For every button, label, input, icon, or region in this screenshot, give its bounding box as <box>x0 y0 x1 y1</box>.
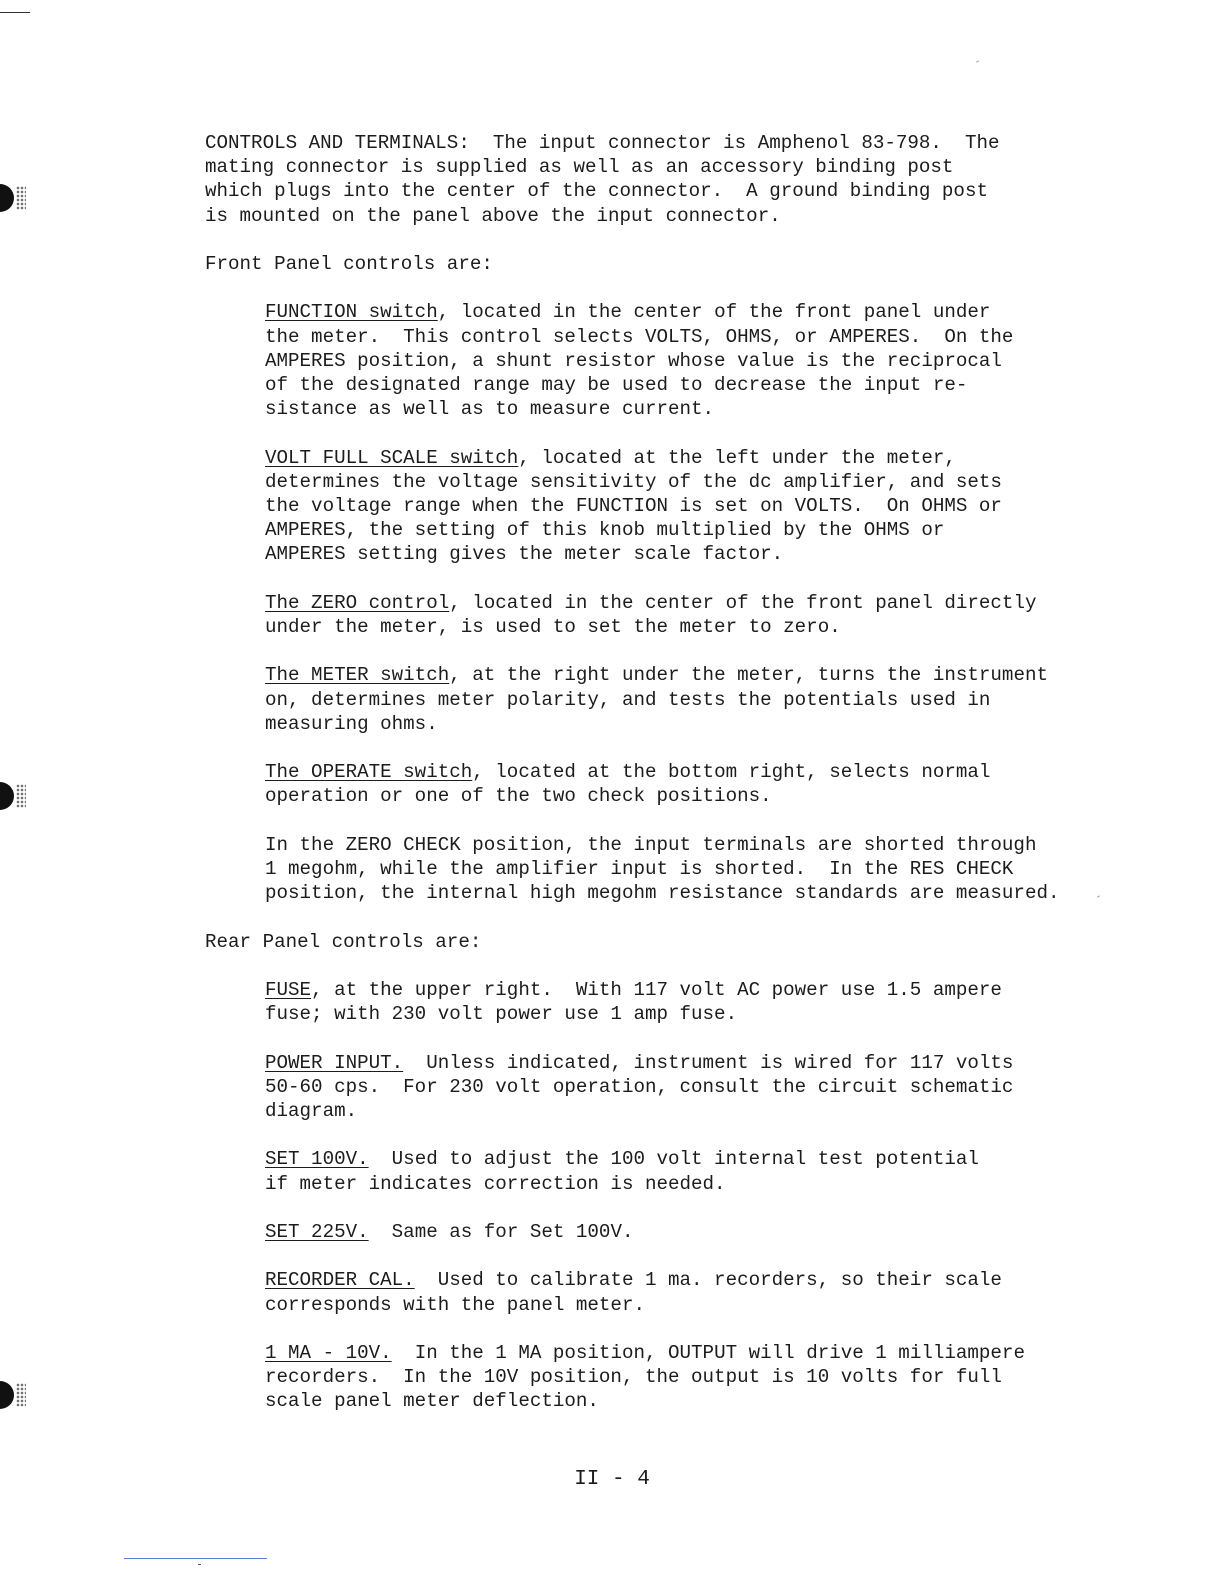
item-text: Same as for Set 100V. <box>368 1220 634 1243</box>
binder-hole-mark <box>0 1375 26 1415</box>
body-text <box>205 131 1105 1438</box>
front-item-meter-switch <box>265 663 1105 736</box>
item-text: , located in the center of the front panel under the meter. This control selects VOLTS, OHMS, or AMPERES. On the AMPERES position, a shunt resistor whose value is the reciprocal of the designated range may be used to decrease the input re- sistance as well as to measure current. <box>265 301 1014 421</box>
rear-item-set-100v <box>265 1147 1105 1195</box>
item-text: In the ZERO CHECK position, the input terminals are shorted through 1 megohm, while the amplifier input is shorted. In the RES CHECK position, the internal high megohm resistance standards are measured. <box>265 833 1060 905</box>
rear-item-1ma-10v <box>265 1341 1105 1414</box>
binder-hole-mark <box>0 776 26 816</box>
rear-item-recorder-cal <box>265 1268 1105 1316</box>
item-label: FUSE <box>265 978 312 1001</box>
rear-item-set-225v <box>265 1220 1105 1244</box>
rear-item-power-input <box>265 1051 1105 1124</box>
item-label: SET 100V. <box>265 1148 369 1171</box>
item-label: The ZERO control <box>265 591 450 614</box>
item-text: , at the upper right. With 117 volt AC power use 1.5 ampere fuse; with 230 volt power use 1 amp fuse. <box>265 978 1002 1026</box>
scan-edge-line <box>124 1558 267 1559</box>
item-label: VOLT FULL SCALE switch <box>265 446 519 469</box>
front-panel-heading: Front Panel controls are: <box>205 253 493 275</box>
binder-hole-mark <box>0 178 26 218</box>
front-item-check-positions <box>265 833 1105 906</box>
item-label: SET 225V. <box>265 1220 369 1243</box>
scan-edge-mark <box>0 12 30 13</box>
scan-speck <box>198 1564 201 1565</box>
item-text: , at the right under the meter, turns the instrument on, determines meter polarity, and tests the potentials used in measuring ohms. <box>265 664 1048 735</box>
item-label: The METER switch <box>265 664 450 687</box>
item-label: FUNCTION switch <box>265 301 438 324</box>
item-text: In the 1 MA position, OUTPUT will drive 1 milliampere recorders. In the 10V position, the output is 10 volts for full scale panel meter deflection. <box>265 1341 1025 1413</box>
intro-paragraph: CONTROLS AND TERMINALS: The input connector is Amphenol 83-798. The mating connector is supplied as well as an accessory binding post which plugs into the center of the connector. A ground binding post is mounted on the panel above the input connector. <box>205 132 1000 227</box>
item-text: Used to calibrate 1 ma. recorders, so their scale corresponds with the panel meter. <box>265 1269 1002 1316</box>
front-item-zero-control <box>265 591 1105 639</box>
item-text: Used to adjust the 100 volt internal test potential if meter indicates correction is needed. <box>265 1148 979 1195</box>
page-number: II - 4 <box>574 1468 650 1491</box>
item-label: The OPERATE switch <box>265 761 473 784</box>
item-label: 1 MA - 10V. <box>265 1341 392 1364</box>
rear-panel-heading: Rear Panel controls are: <box>205 930 482 953</box>
front-item-volt-full-scale <box>265 446 1105 567</box>
item-label: RECORDER CAL. <box>265 1269 415 1292</box>
scan-speck <box>976 60 979 62</box>
item-text: , located at the left under the meter, determines the voltage sensitivity of the dc amplifier, and sets the voltage range when the FUNCTION is set on VOLTS. On OHMS or AMPERES, the setting of this knob multiplied by the OHMS or AMPERES setting gives the meter scale factor. <box>265 446 1002 566</box>
item-label: POWER INPUT. <box>265 1051 404 1074</box>
rear-item-fuse <box>265 978 1105 1026</box>
item-text: , located in the center of the front panel directly under the meter, is used to set the meter to zero. <box>265 591 1037 638</box>
front-item-function <box>265 300 1105 421</box>
front-item-operate-switch <box>265 760 1105 808</box>
item-text: , located at the bottom right, selects normal operation or one of the two check positions. <box>265 761 991 808</box>
item-text: Unless indicated, instrument is wired for 117 volts 50-60 cps. For 230 volt operation, consult the circuit schematic diagram. <box>265 1051 1014 1122</box>
